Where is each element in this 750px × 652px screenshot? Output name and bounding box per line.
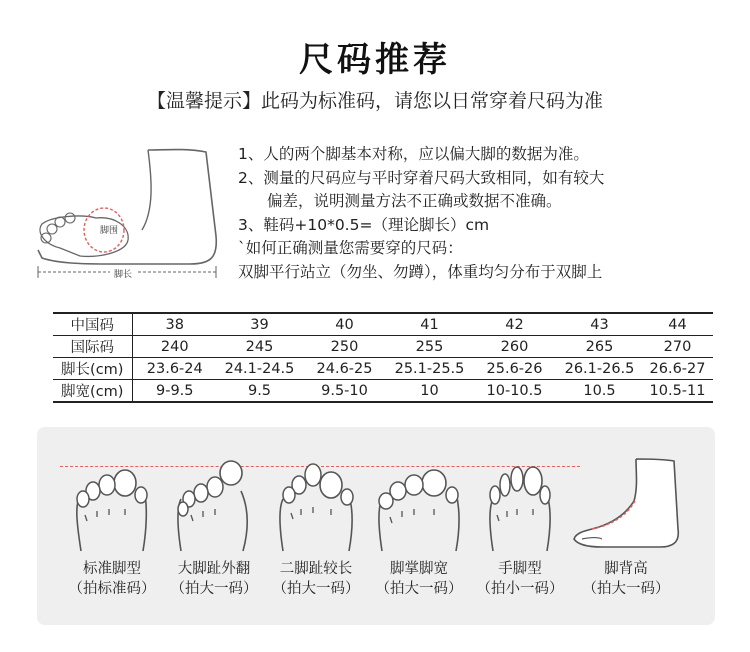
- wide-foot-icon: [374, 455, 464, 553]
- note-2a: 2、测量的尺码应与平时穿着尺码大致相同，如有较大: [238, 168, 605, 187]
- size-table-row: [53, 358, 713, 380]
- note-4: `如何正确测量您需要穿的尺码：: [238, 239, 463, 257]
- toe-4: [65, 213, 75, 223]
- size-cell: 9.5-10: [302, 380, 387, 403]
- standard-foot-icon: [67, 455, 157, 553]
- foot-width-label: 脚围: [100, 226, 119, 236]
- size-table-row: [53, 380, 713, 403]
- hand-like-foot-icon: [475, 455, 565, 553]
- foot-type-tip: （拍大一码）: [170, 581, 258, 597]
- size-table-row: [53, 336, 713, 358]
- size-cell: 260: [472, 336, 557, 358]
- long-second-toe-icon: [271, 455, 361, 553]
- size-cell: 26.6-27: [642, 358, 713, 380]
- size-row-header: 国际码: [53, 336, 132, 358]
- size-cell: 10: [387, 380, 472, 403]
- size-cell: 42: [472, 313, 557, 336]
- foot-type-high-instep: [572, 455, 680, 599]
- size-cell: 10.5-11: [642, 380, 713, 403]
- high-instep-foot-icon: [572, 455, 682, 553]
- size-cell: 24.1-24.5: [217, 358, 302, 380]
- size-cell: 40: [302, 313, 387, 336]
- size-cell: 41: [387, 313, 472, 336]
- foot-type-long-second-toe: [262, 455, 370, 599]
- note-2b: 偏差，说明测量方法不正确或数据不准确。: [267, 192, 562, 210]
- size-tip: 【温馨提示】此码为标准码，请您以日常穿着尺码为准: [146, 90, 603, 112]
- size-cell: 10.5: [557, 380, 642, 403]
- size-row-header: 脚宽(cm): [53, 380, 132, 403]
- size-cell: 9-9.5: [132, 380, 217, 403]
- foot-type-tip: （拍小一码）: [476, 581, 564, 597]
- foot-type-tip: （拍大一码）: [375, 581, 463, 597]
- size-cell: 25.1-25.5: [387, 358, 472, 380]
- size-cell: 10-10.5: [472, 380, 557, 403]
- note-3: 3、鞋码+10*0.5=（理论脚长）cm: [238, 215, 490, 234]
- page-title: 尺码推荐: [299, 40, 451, 80]
- foot-measurement-illustration: [30, 140, 240, 290]
- size-cell: 39: [217, 313, 302, 336]
- size-cell: 250: [302, 336, 387, 358]
- size-row-header: 中国码: [53, 313, 132, 336]
- note-5: 双脚平行站立（勿坐、勿蹲），体重均匀分布于双脚上: [238, 262, 603, 281]
- foot-side-outline: [38, 150, 216, 265]
- size-cell: 26.1-26.5: [557, 358, 642, 380]
- foot-type-hand-like: [466, 455, 574, 599]
- size-cell: 245: [217, 336, 302, 358]
- size-cell: 23.6-24: [132, 358, 217, 380]
- foot-type-name: 脚背高: [604, 561, 648, 577]
- foot-type-name: 标准脚型: [83, 561, 141, 577]
- size-row-header: 脚长(cm): [53, 358, 132, 380]
- size-table-row: [53, 313, 713, 336]
- size-table: [53, 312, 713, 403]
- foot-type-name: 二脚趾较长: [279, 561, 353, 577]
- size-cell: 38: [132, 313, 217, 336]
- measurement-notes: [238, 143, 738, 284]
- foot-type-wide: [365, 455, 473, 599]
- size-cell: 24.6-25: [302, 358, 387, 380]
- size-cell: 9.5: [217, 380, 302, 403]
- size-cell: 44: [642, 313, 713, 336]
- foot-ankle-line: [142, 150, 151, 230]
- size-cell: 265: [557, 336, 642, 358]
- size-cell: 255: [387, 336, 472, 358]
- size-cell: 43: [557, 313, 642, 336]
- foot-type-tip: （拍大一码）: [582, 581, 670, 597]
- foot-type-bunion: [160, 455, 268, 599]
- foot-type-name: 手脚型: [498, 561, 542, 577]
- foot-length-label: 脚长: [114, 270, 133, 280]
- note-1: 1、人的两个脚基本对称，应以偏大脚的数据为准。: [238, 145, 589, 163]
- foot-type-tip: （拍标准码）: [68, 581, 156, 597]
- bunion-foot-icon: [169, 455, 259, 553]
- size-cell: 270: [642, 336, 713, 358]
- toe-3: [55, 217, 65, 227]
- foot-type-name: 脚掌脚宽: [390, 561, 448, 577]
- toe-2: [47, 224, 57, 234]
- size-cell: 240: [132, 336, 217, 358]
- foot-type-tip: （拍大一码）: [272, 581, 360, 597]
- size-cell: 25.6-26: [472, 358, 557, 380]
- foot-type-standard: [58, 455, 166, 599]
- foot-top-outline: [40, 216, 128, 256]
- foot-type-name: 大脚趾外翻: [177, 561, 251, 577]
